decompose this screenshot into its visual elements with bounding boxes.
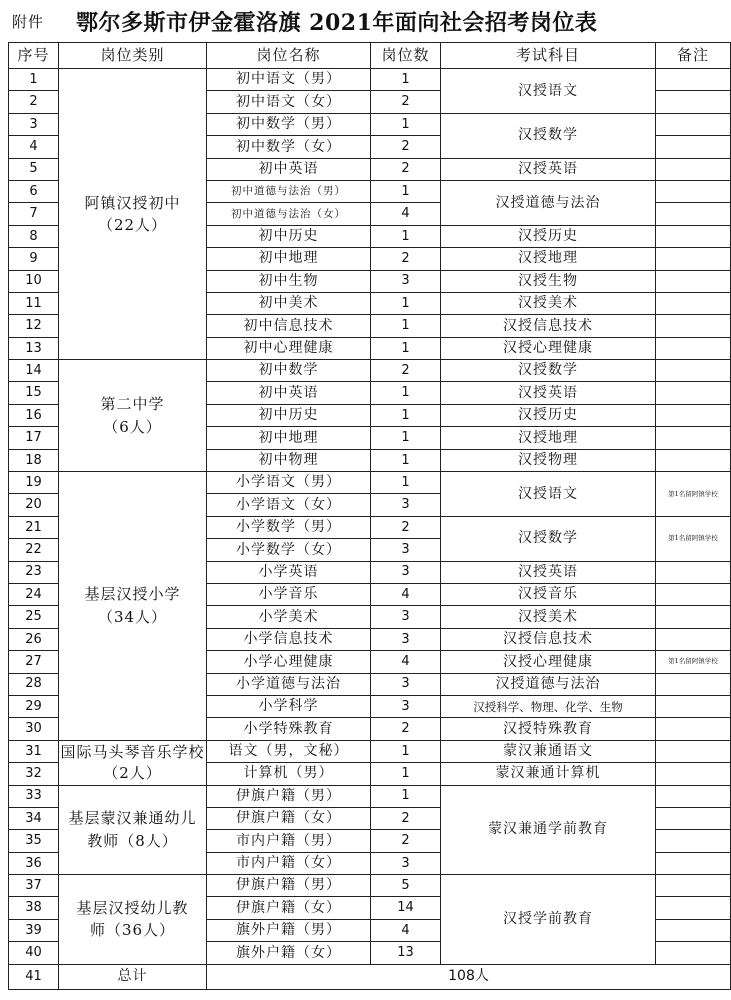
remark-cell <box>656 830 731 852</box>
subject-cell: 汉授音乐 <box>441 583 656 605</box>
seq-cell: 18 <box>9 449 59 471</box>
seq-cell: 24 <box>9 583 59 605</box>
subject-cell: 蒙汉兼通语文 <box>441 740 656 762</box>
subject-cell: 汉授美术 <box>441 292 656 314</box>
seq-cell: 4 <box>9 136 59 158</box>
post-cell: 初中数学 <box>207 360 371 382</box>
subject-cell: 汉授语文 <box>441 472 656 517</box>
remark-cell <box>656 718 731 740</box>
post-cell: 小学英语 <box>207 561 371 583</box>
post-cell: 初中地理 <box>207 427 371 449</box>
post-cell: 初中信息技术 <box>207 315 371 337</box>
seq-cell: 40 <box>9 942 59 964</box>
post-cell: 初中道德与法治（女） <box>207 203 371 225</box>
post-cell: 初中心理健康 <box>207 337 371 359</box>
count-cell: 3 <box>371 270 441 292</box>
seq-cell: 6 <box>9 180 59 202</box>
subject-cell: 汉授英语 <box>441 158 656 180</box>
seq-cell: 30 <box>9 718 59 740</box>
page-header <box>0 0 731 40</box>
remark-cell <box>656 248 731 270</box>
remark-cell <box>656 270 731 292</box>
category-count: （34人） <box>97 607 168 626</box>
seq-cell: 36 <box>9 852 59 874</box>
subject-cell: 汉授心理健康 <box>441 651 656 673</box>
seq-cell: 35 <box>9 830 59 852</box>
post-cell: 小学数学（男） <box>207 516 371 538</box>
post-cell: 初中生物 <box>207 270 371 292</box>
count-cell: 2 <box>371 158 441 180</box>
seq-cell: 8 <box>9 225 59 247</box>
seq-cell: 14 <box>9 360 59 382</box>
seq-cell: 27 <box>9 651 59 673</box>
col-header-seq: 序号 <box>9 43 59 69</box>
post-cell: 小学道德与法治 <box>207 673 371 695</box>
seq-cell: 34 <box>9 807 59 829</box>
post-cell: 初中英语 <box>207 382 371 404</box>
col-header-remark: 备注 <box>656 43 731 69</box>
seq-cell: 10 <box>9 270 59 292</box>
post-cell: 初中历史 <box>207 225 371 247</box>
category-name: 第二中学 <box>100 395 165 414</box>
seq-cell: 37 <box>9 875 59 897</box>
remark-cell <box>656 91 731 113</box>
category-cell: 国际马头琴音乐学校（2人） <box>59 740 207 785</box>
seq-cell: 9 <box>9 248 59 270</box>
category-count: （22人） <box>97 216 168 235</box>
category-name: 基层汉授小学 <box>84 585 181 604</box>
seq-cell: 39 <box>9 919 59 941</box>
count-cell: 3 <box>371 539 441 561</box>
seq-cell: 5 <box>9 158 59 180</box>
subject-cell: 汉授生物 <box>441 270 656 292</box>
seq-cell: 26 <box>9 628 59 650</box>
seq-cell: 1 <box>9 69 59 91</box>
post-cell: 初中英语 <box>207 158 371 180</box>
count-cell: 3 <box>371 852 441 874</box>
subject-cell: 汉授美术 <box>441 606 656 628</box>
subject-cell: 汉授特殊教育 <box>441 718 656 740</box>
remark-cell <box>656 695 731 717</box>
remark-cell <box>656 875 731 897</box>
post-cell: 语文（男，文秘） <box>207 740 371 762</box>
count-cell: 1 <box>371 225 441 247</box>
remark-cell <box>656 942 731 964</box>
remark-cell <box>656 852 731 874</box>
count-cell: 1 <box>371 740 441 762</box>
remark-cell <box>656 158 731 180</box>
post-cell: 市内户籍（女） <box>207 852 371 874</box>
count-cell: 2 <box>371 91 441 113</box>
count-cell: 4 <box>371 203 441 225</box>
remark-cell <box>656 740 731 762</box>
count-cell: 4 <box>371 583 441 605</box>
total-value: 108人 <box>207 964 731 989</box>
post-cell: 小学美术 <box>207 606 371 628</box>
post-cell: 小学语文（男） <box>207 472 371 494</box>
col-header-category: 岗位类别 <box>59 43 207 69</box>
subject-cell: 汉授学前教育 <box>441 875 656 965</box>
seq-cell: 2 <box>9 91 59 113</box>
post-cell: 初中数学（女） <box>207 136 371 158</box>
post-cell: 初中历史 <box>207 404 371 426</box>
positions-table <box>8 42 731 990</box>
remark-cell: 第1名留阿镇学校 <box>656 472 731 517</box>
subject-cell: 汉授数学 <box>441 113 656 158</box>
subject-cell: 汉授英语 <box>441 561 656 583</box>
subject-cell: 汉授物理 <box>441 449 656 471</box>
remark-cell <box>656 404 731 426</box>
subject-cell: 汉授英语 <box>441 382 656 404</box>
seq-cell: 15 <box>9 382 59 404</box>
count-cell: 3 <box>371 673 441 695</box>
remark-cell <box>656 785 731 807</box>
attachment-label: 附件 <box>12 13 45 31</box>
remark-cell <box>656 136 731 158</box>
post-cell: 初中物理 <box>207 449 371 471</box>
col-header-subject: 考试科目 <box>441 43 656 69</box>
count-cell: 1 <box>371 315 441 337</box>
post-cell: 初中美术 <box>207 292 371 314</box>
count-cell: 1 <box>371 113 441 135</box>
remark-cell <box>656 897 731 919</box>
count-cell: 2 <box>371 807 441 829</box>
remark-cell <box>656 69 731 91</box>
count-cell: 3 <box>371 561 441 583</box>
count-cell: 2 <box>371 248 441 270</box>
count-cell: 1 <box>371 785 441 807</box>
post-cell: 伊旗户籍（女） <box>207 807 371 829</box>
post-cell: 小学数学（女） <box>207 539 371 561</box>
remark-cell <box>656 337 731 359</box>
seq-cell: 3 <box>9 113 59 135</box>
post-cell: 伊旗户籍（男） <box>207 875 371 897</box>
seq-cell: 22 <box>9 539 59 561</box>
post-cell: 小学语文（女） <box>207 494 371 516</box>
remark-cell <box>656 315 731 337</box>
seq-cell: 41 <box>9 964 59 989</box>
subject-cell: 汉授数学 <box>441 516 656 561</box>
seq-cell: 17 <box>9 427 59 449</box>
category-cell <box>59 360 207 472</box>
table-row <box>9 360 731 382</box>
count-cell: 2 <box>371 516 441 538</box>
post-cell: 初中语文（男） <box>207 69 371 91</box>
post-cell: 市内户籍（男） <box>207 830 371 852</box>
seq-cell: 29 <box>9 695 59 717</box>
seq-cell: 11 <box>9 292 59 314</box>
remark-cell <box>656 561 731 583</box>
subject-cell: 汉授心理健康 <box>441 337 656 359</box>
subject-cell: 汉授道德与法治 <box>441 180 656 225</box>
post-cell: 小学音乐 <box>207 583 371 605</box>
post-cell: 计算机（男） <box>207 763 371 785</box>
remark-cell <box>656 225 731 247</box>
post-cell: 初中道德与法治（男） <box>207 180 371 202</box>
remark-cell <box>656 292 731 314</box>
post-cell: 小学信息技术 <box>207 628 371 650</box>
table-row <box>9 69 731 91</box>
total-row <box>9 964 731 989</box>
post-cell: 旗外户籍（女） <box>207 942 371 964</box>
remark-cell <box>656 606 731 628</box>
table-row <box>9 740 731 762</box>
remark-cell <box>656 807 731 829</box>
seq-cell: 38 <box>9 897 59 919</box>
remark-cell <box>656 673 731 695</box>
subject-cell: 汉授历史 <box>441 225 656 247</box>
subject-cell: 汉授科学、物理、化学、生物 <box>441 695 656 717</box>
count-cell: 3 <box>371 494 441 516</box>
table-row <box>9 875 731 897</box>
subject-cell: 汉授数学 <box>441 360 656 382</box>
col-header-post: 岗位名称 <box>207 43 371 69</box>
category-cell <box>59 69 207 360</box>
post-cell: 伊旗户籍（男） <box>207 785 371 807</box>
remark-cell <box>656 203 731 225</box>
count-cell: 1 <box>371 427 441 449</box>
post-cell: 小学心理健康 <box>207 651 371 673</box>
count-cell: 1 <box>371 472 441 494</box>
subject-cell: 汉授历史 <box>441 404 656 426</box>
count-cell: 1 <box>371 404 441 426</box>
post-cell: 小学特殊教育 <box>207 718 371 740</box>
count-cell: 1 <box>371 449 441 471</box>
subject-cell: 蒙汉兼通计算机 <box>441 763 656 785</box>
count-cell: 1 <box>371 292 441 314</box>
count-cell: 2 <box>371 830 441 852</box>
table-header-row <box>9 43 731 69</box>
table-row <box>9 472 731 494</box>
remark-cell <box>656 113 731 135</box>
subject-cell: 汉授地理 <box>441 427 656 449</box>
remark-cell <box>656 180 731 202</box>
subject-cell: 蒙汉兼通学前教育 <box>441 785 656 875</box>
count-cell: 13 <box>371 942 441 964</box>
total-label: 总计 <box>59 964 207 989</box>
subject-cell: 汉授语文 <box>441 69 656 114</box>
seq-cell: 21 <box>9 516 59 538</box>
count-cell: 5 <box>371 875 441 897</box>
seq-cell: 7 <box>9 203 59 225</box>
count-cell: 3 <box>371 695 441 717</box>
remark-cell <box>656 427 731 449</box>
category-cell <box>59 472 207 741</box>
page-title: 鄂尔多斯市伊金霍洛旗 2021年面向社会招考岗位表 <box>76 10 598 36</box>
subject-cell: 汉授信息技术 <box>441 628 656 650</box>
table-row <box>9 785 731 807</box>
seq-cell: 23 <box>9 561 59 583</box>
subject-cell: 汉授信息技术 <box>441 315 656 337</box>
seq-cell: 28 <box>9 673 59 695</box>
count-cell: 14 <box>371 897 441 919</box>
subject-cell: 汉授道德与法治 <box>441 673 656 695</box>
remark-cell: 第1名留阿镇学校 <box>656 516 731 561</box>
subject-cell: 汉授地理 <box>441 248 656 270</box>
post-cell: 伊旗户籍（女） <box>207 897 371 919</box>
category-name: 阿镇汉授初中 <box>84 193 181 212</box>
count-cell: 1 <box>371 382 441 404</box>
seq-cell: 12 <box>9 315 59 337</box>
seq-cell: 20 <box>9 494 59 516</box>
post-cell: 初中语文（女） <box>207 91 371 113</box>
count-cell: 3 <box>371 628 441 650</box>
seq-cell: 19 <box>9 472 59 494</box>
remark-cell <box>656 763 731 785</box>
remark-cell <box>656 628 731 650</box>
post-cell: 小学科学 <box>207 695 371 717</box>
count-cell: 3 <box>371 606 441 628</box>
count-cell: 1 <box>371 763 441 785</box>
remark-cell <box>656 360 731 382</box>
count-cell: 2 <box>371 718 441 740</box>
count-cell: 1 <box>371 337 441 359</box>
post-cell: 旗外户籍（男） <box>207 919 371 941</box>
count-cell: 1 <box>371 180 441 202</box>
post-cell: 初中数学（男） <box>207 113 371 135</box>
category-cell: 基层蒙汉兼通幼儿教师（8人） <box>59 785 207 875</box>
seq-cell: 32 <box>9 763 59 785</box>
seq-cell: 33 <box>9 785 59 807</box>
remark-cell: 第1名留阿镇学校 <box>656 651 731 673</box>
remark-cell <box>656 382 731 404</box>
seq-cell: 13 <box>9 337 59 359</box>
count-cell: 4 <box>371 919 441 941</box>
col-header-count: 岗位数 <box>371 43 441 69</box>
count-cell: 2 <box>371 136 441 158</box>
post-cell: 初中地理 <box>207 248 371 270</box>
category-cell: 基层汉授幼儿教师（36人） <box>59 875 207 965</box>
remark-cell <box>656 449 731 471</box>
remark-cell <box>656 583 731 605</box>
seq-cell: 16 <box>9 404 59 426</box>
seq-cell: 25 <box>9 606 59 628</box>
remark-cell <box>656 919 731 941</box>
seq-cell: 31 <box>9 740 59 762</box>
count-cell: 2 <box>371 360 441 382</box>
count-cell: 4 <box>371 651 441 673</box>
count-cell: 1 <box>371 69 441 91</box>
category-count: （6人） <box>103 417 162 436</box>
